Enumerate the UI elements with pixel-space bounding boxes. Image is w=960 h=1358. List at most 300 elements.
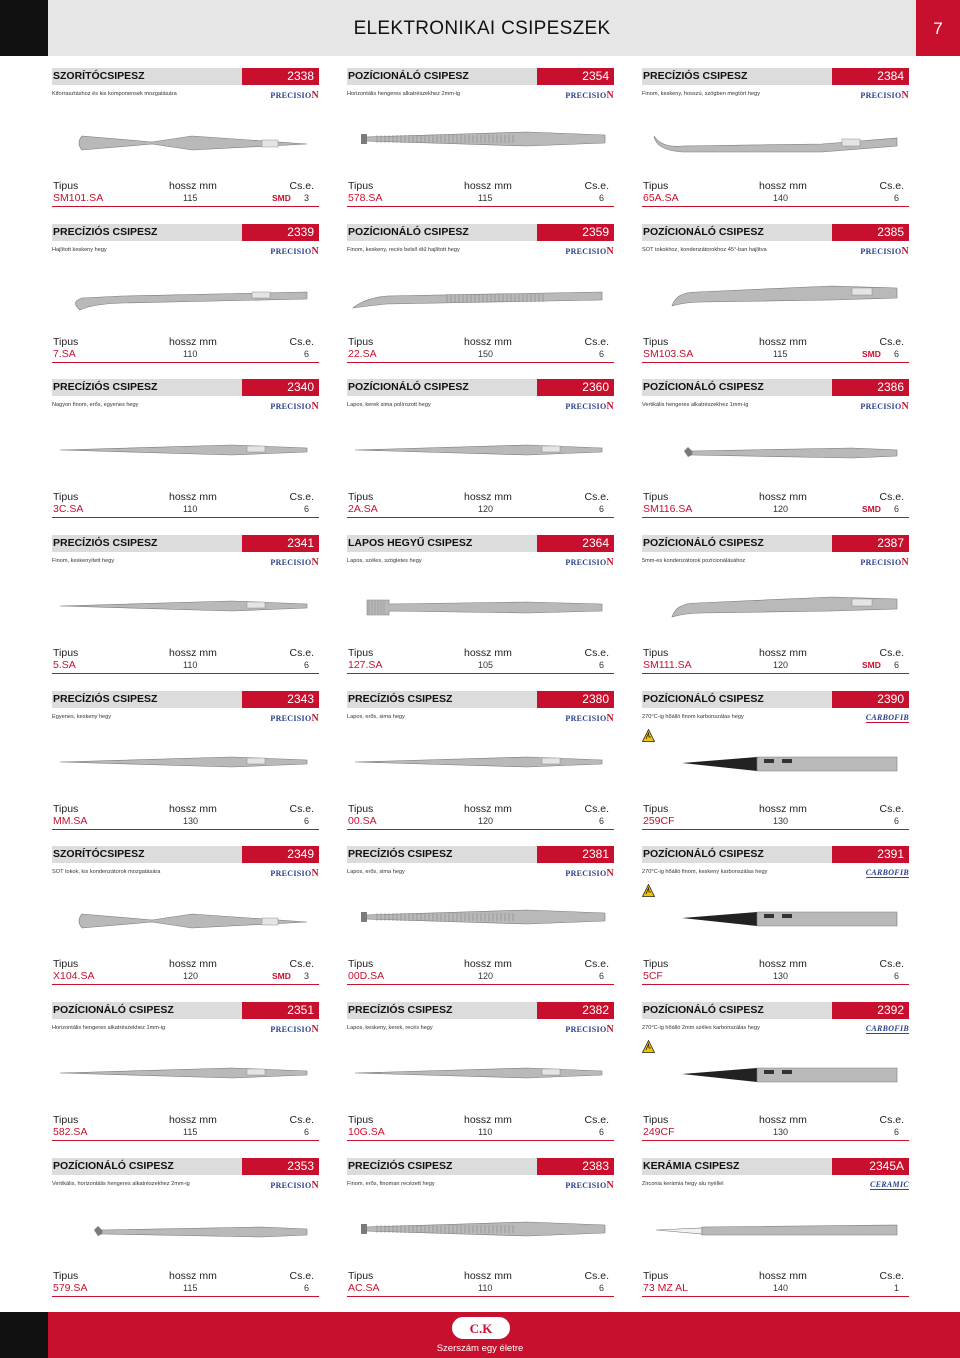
length-value: 150 bbox=[478, 348, 494, 359]
length-label: hossz mm bbox=[169, 491, 217, 504]
length-value: 110 bbox=[478, 1282, 493, 1293]
product-title: PRECÍZIÓS CSIPESZ bbox=[52, 224, 242, 241]
description-row bbox=[52, 85, 319, 104]
qty-value: 6 bbox=[598, 348, 604, 359]
product-card bbox=[347, 1158, 614, 1314]
product-title: SZORÍTÓCSIPESZ bbox=[52, 846, 242, 863]
product-title: POZÍCIONÁLÓ CSIPESZ bbox=[642, 846, 832, 863]
product-description: Lapos, széles, szögletes hegy bbox=[347, 558, 422, 565]
tweezer-illustration bbox=[52, 884, 319, 950]
type-label: Tipus bbox=[348, 958, 374, 971]
product-image bbox=[52, 729, 319, 795]
product-description: 5mm-es kondenzátorok pozícionálásához bbox=[642, 558, 746, 565]
page-title: ELEKTRONIKAI CSIPESZEK bbox=[48, 0, 916, 56]
tweezer-illustration bbox=[347, 573, 614, 639]
product-image bbox=[52, 262, 319, 328]
product-code: 2386 bbox=[832, 379, 909, 396]
card-header bbox=[52, 846, 319, 863]
product-code: 2349 bbox=[242, 846, 319, 863]
product-description: SOT tokok, kis kondenzátorok mozgatására bbox=[52, 869, 161, 876]
description-row bbox=[642, 552, 909, 571]
qty-label: Cs.e. bbox=[289, 335, 314, 348]
product-image bbox=[347, 106, 614, 172]
tweezer-illustration bbox=[347, 729, 614, 795]
product-image bbox=[642, 573, 909, 639]
product-image bbox=[347, 417, 614, 483]
product-card bbox=[52, 68, 319, 224]
qty-label: Cs.e. bbox=[879, 958, 904, 971]
spec-table bbox=[52, 1114, 319, 1141]
length-label: hossz mm bbox=[169, 958, 217, 971]
length-value: 115 bbox=[183, 193, 198, 203]
product-description: Finom, keskeny, hosszú, szögben megtört hegy bbox=[642, 91, 761, 97]
spec-table bbox=[642, 1270, 909, 1297]
product-image bbox=[52, 1040, 319, 1106]
esd-warning-icon bbox=[642, 884, 655, 897]
carbofib-brand-logo: CARBOFIB bbox=[865, 868, 909, 878]
product-image bbox=[642, 417, 909, 483]
qty-value: 6 bbox=[893, 193, 899, 203]
product-title: POZÍCIONÁLÓ CSIPESZ bbox=[347, 68, 537, 85]
card-header bbox=[52, 1158, 319, 1175]
length-value: 140 bbox=[773, 1282, 789, 1293]
type-label: Tipus bbox=[348, 802, 374, 815]
spec-table bbox=[52, 491, 319, 518]
qty-value: 6 bbox=[303, 1127, 309, 1138]
length-value: 130 bbox=[773, 1127, 789, 1138]
type-value: 5.SA bbox=[53, 659, 76, 672]
tweezer-illustration bbox=[52, 106, 319, 172]
qty-value: 6 bbox=[598, 660, 604, 671]
length-label: hossz mm bbox=[169, 802, 217, 815]
type-value: 5CF bbox=[643, 970, 663, 983]
spec-table bbox=[52, 803, 319, 830]
product-code: 2383 bbox=[537, 1158, 614, 1175]
type-label: Tipus bbox=[348, 1269, 374, 1282]
product-code: 2380 bbox=[537, 691, 614, 708]
product-image bbox=[52, 573, 319, 639]
spec-table bbox=[347, 803, 614, 830]
product-title: SZORÍTÓCSIPESZ bbox=[52, 68, 242, 85]
product-image bbox=[347, 729, 614, 795]
precision-brand-logo: PRECISION bbox=[270, 401, 319, 413]
card-header bbox=[347, 224, 614, 241]
product-card bbox=[52, 224, 319, 380]
product-description: Lapos, erős, sima hegy bbox=[347, 869, 405, 876]
product-card bbox=[52, 379, 319, 535]
length-label: hossz mm bbox=[169, 1269, 217, 1282]
length-value: 115 bbox=[183, 1282, 198, 1293]
product-code: 2382 bbox=[537, 1002, 614, 1019]
length-label: hossz mm bbox=[464, 647, 512, 660]
description-row bbox=[642, 241, 909, 260]
length-value: 140 bbox=[773, 193, 789, 203]
description-row bbox=[642, 863, 909, 882]
product-image bbox=[642, 1196, 909, 1262]
length-value: 110 bbox=[478, 1127, 493, 1138]
tweezer-illustration bbox=[642, 417, 909, 483]
qty-label: Cs.e. bbox=[584, 1114, 609, 1127]
qty-label: Cs.e. bbox=[584, 1269, 609, 1282]
length-value: 110 bbox=[183, 660, 198, 671]
precision-brand-logo: PRECISION bbox=[860, 401, 909, 413]
product-code: 2339 bbox=[242, 224, 319, 241]
header-black-block bbox=[0, 0, 48, 56]
precision-brand-logo: PRECISION bbox=[565, 868, 614, 880]
product-card bbox=[347, 535, 614, 691]
precision-brand-logo: PRECISION bbox=[270, 557, 319, 569]
smd-badge: SMD bbox=[272, 971, 291, 982]
qty-value: 6 bbox=[598, 193, 604, 203]
card-header bbox=[347, 691, 614, 708]
qty-value: 6 bbox=[303, 815, 309, 826]
length-value: 120 bbox=[478, 971, 494, 982]
length-label: hossz mm bbox=[464, 180, 512, 192]
product-code: 2364 bbox=[537, 535, 614, 552]
description-row bbox=[347, 85, 614, 104]
product-code: 2340 bbox=[242, 379, 319, 396]
length-value: 130 bbox=[773, 971, 789, 982]
tweezer-illustration bbox=[347, 1196, 614, 1262]
card-header bbox=[347, 68, 614, 85]
product-code: 2360 bbox=[537, 379, 614, 396]
type-label: Tipus bbox=[53, 647, 79, 660]
spec-table bbox=[347, 491, 614, 518]
product-title: POZÍCIONÁLÓ CSIPESZ bbox=[347, 379, 537, 396]
type-value: 582.SA bbox=[53, 1126, 88, 1139]
qty-label: Cs.e. bbox=[289, 958, 314, 971]
product-title: KERÁMIA CSIPESZ bbox=[642, 1158, 832, 1175]
type-value: AC.SA bbox=[348, 1281, 380, 1294]
carbofib-brand-logo: CARBOFIB bbox=[865, 712, 909, 722]
length-value: 105 bbox=[478, 660, 494, 671]
product-code: 2385 bbox=[832, 224, 909, 241]
type-label: Tipus bbox=[348, 1114, 374, 1127]
product-card bbox=[642, 224, 909, 380]
product-code: 2391 bbox=[832, 846, 909, 863]
tweezer-illustration bbox=[52, 1196, 319, 1262]
product-code: 2359 bbox=[537, 224, 614, 241]
qty-value: 6 bbox=[893, 504, 899, 515]
qty-label: Cs.e. bbox=[879, 1114, 904, 1127]
spec-table bbox=[642, 180, 909, 207]
product-image bbox=[642, 729, 909, 795]
spec-table bbox=[347, 336, 614, 363]
length-value: 115 bbox=[478, 193, 493, 203]
description-row bbox=[52, 552, 319, 571]
product-card bbox=[347, 1002, 614, 1158]
type-label: Tipus bbox=[348, 180, 374, 192]
description-row bbox=[52, 863, 319, 882]
length-value: 130 bbox=[773, 815, 789, 826]
type-label: Tipus bbox=[348, 491, 374, 504]
precision-brand-logo: PRECISION bbox=[270, 90, 319, 101]
type-value: 22.SA bbox=[348, 347, 377, 360]
description-row bbox=[642, 1175, 909, 1194]
type-label: Tipus bbox=[643, 180, 669, 192]
description-row bbox=[347, 1019, 614, 1038]
product-title: POZÍCIONÁLÓ CSIPESZ bbox=[347, 224, 537, 241]
type-label: Tipus bbox=[643, 958, 669, 971]
product-code: 2384 bbox=[832, 68, 909, 85]
product-code: 2343 bbox=[242, 691, 319, 708]
qty-value: 6 bbox=[303, 504, 309, 515]
product-card bbox=[347, 68, 614, 224]
precision-brand-logo: PRECISION bbox=[270, 868, 319, 880]
product-card bbox=[52, 1002, 319, 1158]
tweezer-illustration bbox=[642, 573, 909, 639]
precision-brand-logo: PRECISION bbox=[565, 712, 614, 724]
product-description: 270°C-ig hőálló 2mm széles karbonszálas hegy bbox=[642, 1025, 760, 1032]
product-grid bbox=[52, 68, 912, 1314]
product-title: LAPOS HEGYŰ CSIPESZ bbox=[347, 535, 537, 552]
length-label: hossz mm bbox=[759, 335, 807, 348]
spec-table bbox=[52, 336, 319, 363]
description-row bbox=[52, 1175, 319, 1194]
page-footer bbox=[0, 1312, 960, 1358]
card-header bbox=[642, 379, 909, 396]
product-image bbox=[642, 262, 909, 328]
product-image bbox=[347, 1196, 614, 1262]
product-description: Nagyon finom, erős, egyenes hegy bbox=[52, 402, 139, 409]
spec-table bbox=[52, 647, 319, 674]
precision-brand-logo: PRECISION bbox=[270, 1179, 319, 1191]
page-number: 7 bbox=[916, 0, 960, 56]
spec-table bbox=[642, 803, 909, 830]
product-card bbox=[347, 846, 614, 1002]
type-label: Tipus bbox=[643, 802, 669, 815]
qty-value: 6 bbox=[598, 504, 604, 515]
product-description: Zirconia kerámia hegy alu nyéllel bbox=[642, 1180, 724, 1187]
spec-table bbox=[642, 336, 909, 363]
tweezer-illustration bbox=[347, 884, 614, 950]
precision-brand-logo: PRECISION bbox=[565, 1024, 614, 1036]
product-card bbox=[52, 691, 319, 847]
product-title: PRECÍZIÓS CSIPESZ bbox=[347, 1002, 537, 1019]
qty-label: Cs.e. bbox=[879, 180, 904, 192]
description-row bbox=[52, 708, 319, 727]
type-label: Tipus bbox=[53, 491, 79, 504]
product-card bbox=[52, 535, 319, 691]
length-value: 120 bbox=[478, 815, 494, 826]
length-label: hossz mm bbox=[759, 1114, 807, 1127]
smd-badge: SMD bbox=[862, 504, 881, 515]
product-title: POZÍCIONÁLÓ CSIPESZ bbox=[642, 1002, 832, 1019]
type-value: SM103.SA bbox=[643, 347, 694, 360]
precision-brand-logo: PRECISION bbox=[565, 401, 614, 413]
card-header bbox=[642, 846, 909, 863]
card-header bbox=[52, 68, 319, 85]
spec-table bbox=[347, 180, 614, 207]
product-image bbox=[642, 884, 909, 950]
description-row bbox=[52, 396, 319, 415]
description-row bbox=[52, 241, 319, 260]
card-header bbox=[642, 68, 909, 85]
qty-label: Cs.e. bbox=[879, 802, 904, 815]
spec-table bbox=[347, 1114, 614, 1141]
description-row bbox=[642, 1019, 909, 1038]
description-row bbox=[642, 708, 909, 727]
esd-warning-icon bbox=[642, 1040, 655, 1053]
type-value: 127.SA bbox=[348, 659, 383, 672]
spec-table bbox=[642, 647, 909, 674]
tweezer-illustration bbox=[52, 1040, 319, 1106]
tweezer-illustration bbox=[52, 417, 319, 483]
type-label: Tipus bbox=[643, 491, 669, 504]
product-title: POZÍCIONÁLÓ CSIPESZ bbox=[52, 1002, 242, 1019]
type-label: Tipus bbox=[348, 335, 374, 348]
tweezer-illustration bbox=[642, 106, 909, 172]
tweezer-illustration bbox=[52, 573, 319, 639]
length-label: hossz mm bbox=[169, 1114, 217, 1127]
card-header bbox=[642, 224, 909, 241]
product-image bbox=[642, 106, 909, 172]
qty-label: Cs.e. bbox=[289, 1269, 314, 1282]
product-image bbox=[52, 1196, 319, 1262]
product-title: POZÍCIONÁLÓ CSIPESZ bbox=[642, 535, 832, 552]
qty-value: 6 bbox=[303, 348, 309, 359]
product-description: 270°C-ig hőálló finom, keskeny karbonszálas hegy bbox=[642, 869, 768, 876]
product-card bbox=[642, 846, 909, 1002]
product-title: PRECÍZIÓS CSIPESZ bbox=[52, 535, 242, 552]
type-value: 00.SA bbox=[348, 814, 377, 827]
ceramic-brand-logo: CERAMIC bbox=[869, 1179, 909, 1189]
footer-tagline: Szerszám egy életre bbox=[436, 1343, 524, 1354]
product-description: Lapos, kerek sima polírozott hegy bbox=[347, 402, 431, 409]
product-image bbox=[52, 106, 319, 172]
type-label: Tipus bbox=[53, 1269, 79, 1282]
card-header bbox=[642, 1002, 909, 1019]
length-value: 130 bbox=[183, 815, 199, 826]
length-label: hossz mm bbox=[759, 958, 807, 971]
qty-value: 6 bbox=[303, 1282, 309, 1293]
product-description: Kiforrasztáshoz és kis komponensek mozgatására bbox=[52, 91, 177, 97]
spec-table bbox=[52, 180, 319, 207]
product-description: Horizontális hengeres alkatrészekhez 1mm-ig bbox=[52, 1025, 166, 1032]
length-label: hossz mm bbox=[759, 647, 807, 660]
card-header bbox=[347, 1002, 614, 1019]
qty-value: 6 bbox=[598, 815, 604, 826]
product-image bbox=[642, 1040, 909, 1106]
precision-brand-logo: PRECISION bbox=[565, 557, 614, 569]
type-value: MM.SA bbox=[53, 814, 88, 827]
length-label: hossz mm bbox=[464, 335, 512, 348]
product-description: Vertikális, horizontális hengeres alkatrészekhez 2mm-ig bbox=[52, 1180, 190, 1187]
product-title: PRECÍZIÓS CSIPESZ bbox=[52, 379, 242, 396]
precision-brand-logo: PRECISION bbox=[860, 245, 909, 257]
product-description: Finom, erős, finoman recézett hegy bbox=[347, 1180, 435, 1187]
product-image bbox=[347, 262, 614, 328]
tweezer-illustration bbox=[347, 417, 614, 483]
product-card bbox=[52, 1158, 319, 1314]
product-title: PRECÍZIÓS CSIPESZ bbox=[347, 1158, 537, 1175]
product-description: Horizontális hengeres alkatrészekhez 2mm-ig bbox=[347, 91, 461, 97]
length-label: hossz mm bbox=[169, 180, 217, 192]
qty-value: 1 bbox=[893, 1282, 899, 1293]
product-code: 2353 bbox=[242, 1158, 319, 1175]
esd-warning-icon bbox=[642, 729, 655, 742]
type-label: Tipus bbox=[348, 647, 374, 660]
type-value: 7.SA bbox=[53, 347, 76, 360]
length-label: hossz mm bbox=[169, 335, 217, 348]
qty-value: 6 bbox=[893, 660, 899, 671]
type-value: 00D.SA bbox=[348, 970, 385, 983]
type-value: 73 MZ AL bbox=[643, 1281, 688, 1294]
spec-table bbox=[52, 958, 319, 985]
product-card bbox=[642, 1002, 909, 1158]
type-value: SM111.SA bbox=[643, 659, 692, 672]
length-label: hossz mm bbox=[464, 802, 512, 815]
product-title: PRECÍZIÓS CSIPESZ bbox=[347, 846, 537, 863]
qty-label: Cs.e. bbox=[879, 491, 904, 504]
product-image bbox=[52, 417, 319, 483]
type-label: Tipus bbox=[53, 802, 79, 815]
product-code: 2381 bbox=[537, 846, 614, 863]
description-row bbox=[347, 1175, 614, 1194]
length-label: hossz mm bbox=[759, 1269, 807, 1282]
product-description: Lapos, erős, sima hegy bbox=[347, 713, 405, 720]
tweezer-illustration bbox=[347, 1040, 614, 1106]
description-row bbox=[347, 708, 614, 727]
description-row bbox=[347, 552, 614, 571]
product-card bbox=[347, 691, 614, 847]
spec-table bbox=[347, 1270, 614, 1297]
product-title: POZÍCIONÁLÓ CSIPESZ bbox=[642, 691, 832, 708]
product-card bbox=[642, 535, 909, 691]
card-header bbox=[347, 379, 614, 396]
qty-value: 6 bbox=[893, 971, 899, 982]
description-row bbox=[347, 241, 614, 260]
qty-label: Cs.e. bbox=[289, 1114, 314, 1127]
product-code: 2341 bbox=[242, 535, 319, 552]
spec-table bbox=[347, 958, 614, 985]
card-header bbox=[347, 846, 614, 863]
precision-brand-logo: PRECISION bbox=[860, 557, 909, 569]
type-label: Tipus bbox=[643, 1114, 669, 1127]
type-value: SM116.SA bbox=[643, 503, 693, 516]
card-header bbox=[642, 691, 909, 708]
card-header bbox=[52, 535, 319, 552]
type-label: Tipus bbox=[643, 335, 669, 348]
length-label: hossz mm bbox=[759, 180, 807, 192]
length-value: 115 bbox=[773, 348, 788, 359]
tweezer-illustration bbox=[642, 262, 909, 328]
qty-label: Cs.e. bbox=[289, 491, 314, 504]
product-code: 2387 bbox=[832, 535, 909, 552]
precision-brand-logo: PRECISION bbox=[565, 90, 614, 101]
tweezer-illustration bbox=[347, 106, 614, 172]
ck-logo: C.K bbox=[452, 1317, 510, 1339]
type-label: Tipus bbox=[53, 335, 79, 348]
type-value: 3C.SA bbox=[53, 503, 84, 516]
qty-value: 6 bbox=[303, 660, 309, 671]
tweezer-illustration bbox=[52, 729, 319, 795]
type-value: SM101.SA bbox=[53, 192, 104, 204]
length-value: 120 bbox=[773, 660, 789, 671]
product-description: Lapos, keskeny, kerek, recés hegy bbox=[347, 1025, 433, 1032]
product-description: Hajlított keskeny hegy bbox=[52, 246, 107, 253]
length-label: hossz mm bbox=[464, 1114, 512, 1127]
product-description: Finom, keskenyített hegy bbox=[52, 558, 115, 565]
spec-table bbox=[642, 1114, 909, 1141]
product-card bbox=[642, 691, 909, 847]
product-description: Egyenes, keskeny hegy bbox=[52, 713, 112, 720]
product-card bbox=[347, 379, 614, 535]
qty-label: Cs.e. bbox=[879, 335, 904, 348]
card-header bbox=[52, 224, 319, 241]
card-header bbox=[52, 691, 319, 708]
precision-brand-logo: PRECISION bbox=[565, 245, 614, 257]
